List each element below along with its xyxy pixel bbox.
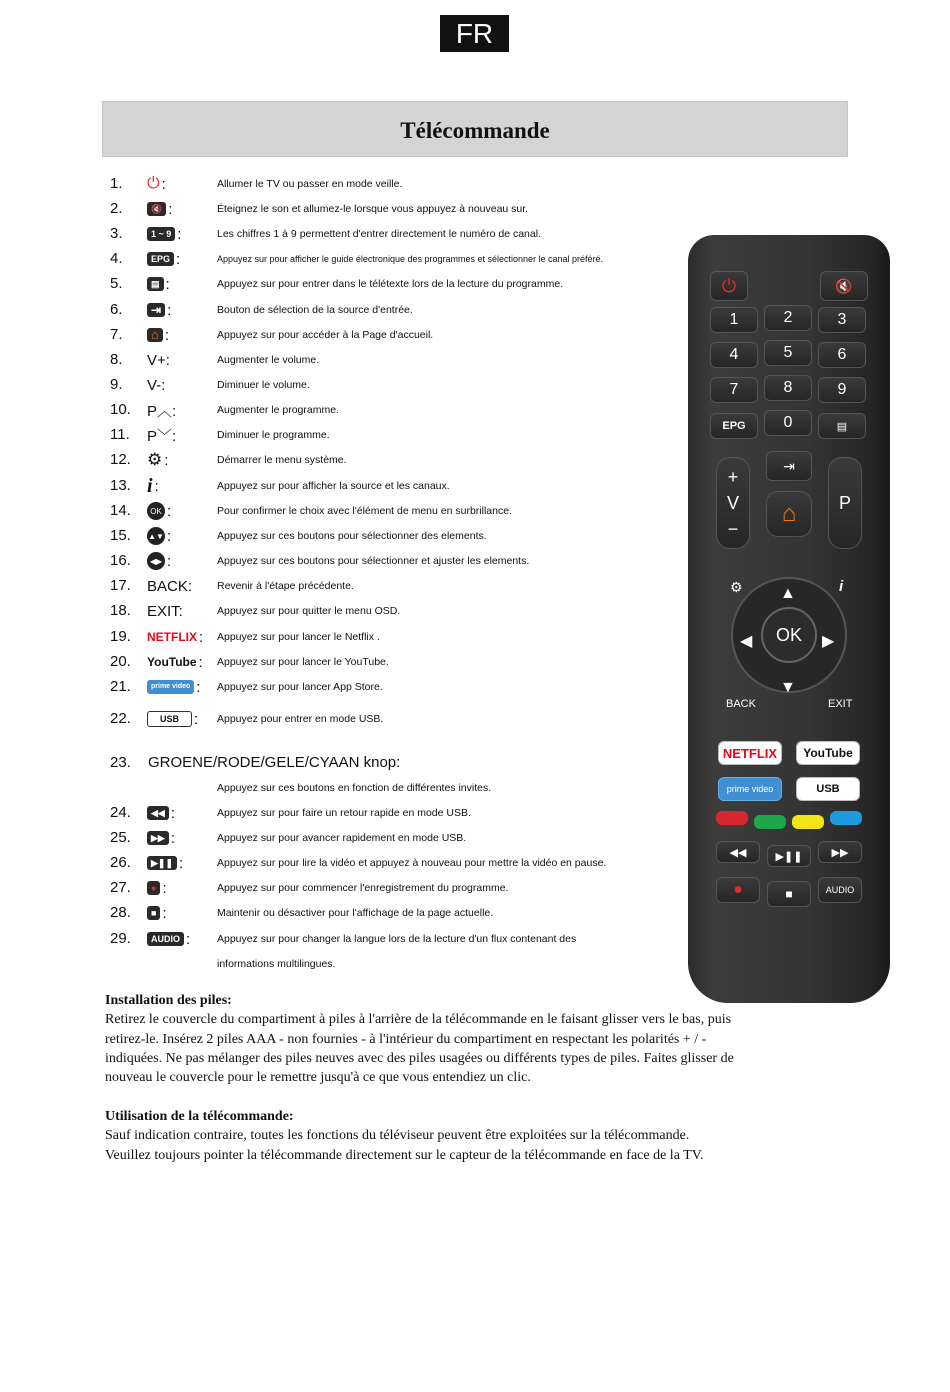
- item-number: 7.: [110, 326, 123, 343]
- item-icon: ⌂ :: [147, 324, 169, 346]
- source-icon: ⇥: [147, 303, 165, 317]
- battery-line: indiquées. Ne pas mélanger des piles neuves avec des piles usagées ou différents types de piles. Faites glisser de: [105, 1050, 734, 1066]
- teletext-button[interactable]: ▤: [818, 413, 866, 439]
- item-icon-label: ◀◀: [147, 806, 169, 820]
- item-description: Démarrer le menu système.: [217, 454, 347, 466]
- item-description: Pour confirmer le choix avec l'élément de menu en surbrillance.: [217, 505, 512, 517]
- home-button[interactable]: ⌂: [766, 491, 812, 537]
- item-description: Appuyez sur pour accéder à la Page d'accueil.: [217, 329, 434, 341]
- list-item: [110, 626, 670, 648]
- item-icon: NETFLIX :: [147, 628, 204, 646]
- language-badge: FR: [440, 15, 509, 52]
- item-icon: ◀◀ :: [147, 802, 175, 824]
- red-button[interactable]: [716, 811, 748, 825]
- volume-rocker[interactable]: [716, 457, 750, 549]
- item-description: Appuyez sur pour lancer le YouTube.: [217, 656, 389, 668]
- item-number: 11.: [110, 426, 130, 443]
- item-icon: YouTube :: [147, 653, 203, 671]
- mute-icon: 🔇: [147, 202, 166, 216]
- battery-heading: Installation des piles:: [105, 993, 232, 1008]
- item-icon: AUDIO :: [147, 928, 190, 950]
- list-item: [110, 500, 670, 522]
- program-rocker[interactable]: P: [828, 457, 862, 549]
- audio-button[interactable]: AUDIO: [818, 877, 862, 903]
- right-arrow-icon[interactable]: ▶: [822, 633, 835, 650]
- item-icon: [147, 374, 165, 396]
- item-number: 26.: [110, 854, 131, 871]
- digit-0[interactable]: 0: [764, 410, 812, 436]
- item-number: 2.: [110, 200, 123, 217]
- list-item: [110, 374, 670, 396]
- item-icon-label: NETFLIX: [147, 630, 197, 644]
- item-description: Appuyez sur pour entrer dans le télétexte lors de la lecture du programme.: [217, 278, 564, 290]
- item-number: 16.: [110, 552, 131, 569]
- item-icon-label: ●: [147, 881, 160, 895]
- battery-section: [105, 991, 765, 1087]
- epg-button[interactable]: EPG: [710, 413, 758, 439]
- volume-label: V: [726, 493, 739, 513]
- title-bar: [102, 101, 848, 157]
- item-number: 22.: [110, 710, 131, 727]
- digit-7[interactable]: 7: [710, 377, 758, 403]
- list-item: [110, 173, 670, 195]
- item-23-title: GROENE/RODE/GELE/CYAAN knop:: [148, 754, 401, 771]
- list-item: [110, 708, 670, 730]
- item-icon-label: ▶❚❚: [147, 856, 177, 870]
- up-down-icon: ▲▼: [147, 527, 165, 545]
- item-icon: OK :: [147, 500, 171, 522]
- digit-6[interactable]: 6: [818, 342, 866, 368]
- item-description: Appuyez sur pour avancer rapidement en mode USB.: [217, 832, 467, 844]
- item-description: Appuyez sur ces boutons pour sélectionner des elements.: [217, 530, 487, 542]
- down-arrow-icon[interactable]: ▼: [780, 679, 796, 696]
- fast-forward-button[interactable]: ▶▶: [818, 841, 862, 863]
- item-description: Appuyez sur pour afficher la source et les canaux.: [217, 480, 450, 492]
- usage-section: [105, 1107, 765, 1165]
- battery-line: nouveau le couvercle pour le remettre jusqu'à ce que vous entendiez un clic.: [105, 1070, 531, 1086]
- list-item: [110, 600, 670, 622]
- item-icon: [147, 349, 170, 371]
- item-description: Appuyez sur pour changer la langue lors de la lecture d'un flux contenant des: [217, 933, 577, 945]
- remote-illustration: [688, 235, 890, 1003]
- item-23-desc: Appuyez sur ces boutons en fonction de différentes invites.: [217, 782, 492, 794]
- item-icon-label: ▶▶: [147, 831, 169, 845]
- digit-8[interactable]: 8: [764, 375, 812, 401]
- item-icon: ● :: [147, 877, 167, 899]
- item-icon: ■ :: [147, 902, 167, 924]
- battery-line: retirez-le. Insérez 2 piles AAA - non fournies - à l'intérieur du compartiment en respectant les polarités + / -: [105, 1031, 707, 1047]
- item-icon-label: i: [147, 474, 153, 497]
- left-right-icon: ◀▶: [147, 552, 165, 570]
- item-icon: [147, 575, 192, 597]
- item-icon: [147, 424, 176, 446]
- item-number: 20.: [110, 653, 131, 670]
- item-number: 27.: [110, 879, 131, 896]
- item-number: 14.: [110, 502, 131, 519]
- list-item: [110, 475, 670, 497]
- list-item: [110, 299, 670, 321]
- item-description: Augmenter le volume.: [217, 354, 320, 366]
- list-item: [110, 877, 670, 899]
- source-button[interactable]: ⇥: [766, 451, 812, 481]
- item-icon: [147, 399, 176, 421]
- digit-5[interactable]: 5: [764, 340, 812, 366]
- list-item: [110, 349, 670, 371]
- item-number: 19.: [110, 628, 131, 645]
- digit-1[interactable]: 1: [710, 307, 758, 333]
- item-number: 9.: [110, 376, 123, 393]
- usage-heading: Utilisation de la télécommande:: [105, 1109, 294, 1124]
- item-icon: ▤ :: [147, 273, 170, 295]
- item-icon: 1 ~ 9 :: [147, 223, 181, 245]
- plus-icon: +: [727, 467, 739, 487]
- back-button[interactable]: BACK: [726, 698, 756, 710]
- item-icon-label: V-:: [147, 376, 166, 394]
- left-arrow-icon[interactable]: ◀: [740, 633, 753, 650]
- list-item: [110, 223, 670, 245]
- list-item: [110, 827, 670, 849]
- item-number: 28.: [110, 904, 131, 921]
- mute-button[interactable]: 🔇: [820, 271, 868, 301]
- item-description: Bouton de sélection de la source d'entrée.: [217, 304, 413, 316]
- list-item: [110, 399, 670, 421]
- item-number: 5.: [110, 275, 123, 292]
- play-pause-button[interactable]: ▶❚❚: [767, 845, 811, 867]
- item-icon: ⇥ :: [147, 299, 171, 321]
- item-icon-label: EPG: [147, 252, 174, 266]
- item-description: Appuyez sur pour commencer l'enregistrement du programme.: [217, 882, 509, 894]
- item-number: 21.: [110, 678, 131, 695]
- item-icon-label: BACK:: [147, 577, 193, 595]
- power-icon: ⏻: [147, 175, 160, 192]
- list-item: [110, 525, 670, 547]
- list-item: [110, 902, 670, 924]
- item-icon-label: AUDIO: [147, 932, 184, 946]
- list-item: [110, 424, 670, 446]
- list-item: [110, 324, 670, 346]
- youtube-button[interactable]: YouTube: [796, 741, 860, 765]
- item-description: Appuyez sur pour afficher le guide électronique des programmes et sélectionner le canal préféré.: [217, 254, 604, 264]
- item-description: Appuyez sur pour faire un retour rapide en mode USB.: [217, 807, 471, 819]
- list-item: [110, 273, 670, 295]
- item-description: Diminuer le programme.: [217, 429, 330, 441]
- item-description: Les chiffres 1 à 9 permettent d'entrer directement le numéro de canal.: [217, 228, 541, 240]
- item-description: Appuyez pour entrer en mode USB.: [217, 713, 384, 725]
- item-icon: prime video :: [147, 676, 200, 698]
- item-description: Revenir à l'étape précédente.: [217, 580, 354, 592]
- item-number: 18.: [110, 602, 131, 619]
- exit-button[interactable]: EXIT: [828, 698, 853, 710]
- item-description: Augmenter le programme.: [217, 404, 339, 416]
- power-button[interactable]: ⏻: [710, 271, 748, 301]
- item-number: 1.: [110, 175, 123, 192]
- item-description: Appuyez sur pour quitter le menu OSD.: [217, 605, 401, 617]
- item-icon-label: EXIT:: [147, 602, 183, 620]
- item-icon: EPG :: [147, 248, 180, 270]
- home-icon: ⌂: [147, 328, 163, 342]
- item-number: 17.: [110, 577, 131, 594]
- item-number: 4.: [110, 250, 123, 267]
- item-number: 29.: [110, 930, 131, 947]
- list-item: [110, 248, 670, 270]
- item-number: 6.: [110, 301, 123, 318]
- usage-line: Sauf indication contraire, toutes les fonctions du téléviseur peuvent être exploitées sur la télécommande.: [105, 1128, 690, 1144]
- item-number: 12.: [110, 451, 131, 468]
- usage-line: Veuillez toujours pointer la télécommande directement sur le capteur de la télécommande en face de la TV.: [105, 1147, 704, 1163]
- digit-2[interactable]: 2: [764, 305, 812, 331]
- settings-gear-icon[interactable]: ⚙: [730, 579, 743, 595]
- item-icon-label: 1 ~ 9: [147, 227, 175, 241]
- item-icon-label: USB: [147, 711, 192, 727]
- netflix-button[interactable]: NETFLIX: [718, 741, 782, 765]
- list-item: [110, 550, 670, 572]
- item-description: Diminuer le volume.: [217, 379, 310, 391]
- stop-button[interactable]: ■: [767, 881, 811, 907]
- item-23: 23. GROENE/RODE/GELE/CYAAN knop:: [110, 752, 131, 774]
- item-description: Éteignez le son et allumez-le lorsque vous appuyez à nouveau sur.: [217, 203, 529, 215]
- teletext-icon: ▤: [147, 277, 164, 291]
- item-icon-label: prime video: [147, 680, 194, 694]
- up-arrow-icon[interactable]: ▲: [780, 585, 796, 602]
- item-description: Appuyez sur pour lancer le Netflix .: [217, 631, 380, 643]
- list-item: [110, 198, 670, 220]
- item-icon: i :: [147, 474, 159, 497]
- item-description: Appuyez sur pour lire la vidéo et appuyez à nouveau pour mettre la vidéo en pause.: [217, 857, 607, 869]
- item-number: 10.: [110, 401, 131, 418]
- item-icon: ▶❚❚ :: [147, 852, 183, 874]
- list-item: [110, 676, 670, 698]
- digit-3[interactable]: 3: [818, 307, 866, 333]
- list-item: [110, 651, 670, 673]
- item-number: 13.: [110, 477, 131, 494]
- digit-9[interactable]: 9: [818, 377, 866, 403]
- item-description: Maintenir ou désactiver pour l'affichage de la page actuelle.: [217, 907, 494, 919]
- item-icon: USB :: [147, 708, 198, 730]
- list-item: [110, 449, 670, 471]
- rewind-button[interactable]: ◀◀: [716, 841, 760, 863]
- item-icon: ◀▶ :: [147, 550, 171, 572]
- item-number: 3.: [110, 225, 123, 242]
- item-icon: [147, 600, 183, 622]
- item-icon-label: ■: [147, 906, 160, 920]
- green-button[interactable]: [754, 815, 786, 829]
- item-icon-label: P︿:: [147, 402, 177, 420]
- item-description: Appuyez sur ces boutons pour sélectionner et ajuster les elements.: [217, 555, 530, 567]
- battery-line: Retirez le couvercle du compartiment à piles à l'arrière de la télécommande en le faisant glisser vers le bas, puis: [105, 1012, 732, 1028]
- item-number: 15.: [110, 527, 131, 544]
- item-29-desc-cont: informations multilingues.: [217, 958, 336, 970]
- item-icon: ⏻ :: [147, 175, 166, 193]
- item-icon-label: OK: [147, 502, 165, 520]
- list-item: [110, 575, 670, 597]
- cyan-button[interactable]: [830, 811, 862, 825]
- item-icon: ▶▶ :: [147, 827, 175, 849]
- list-item: [110, 928, 670, 950]
- item-description: Appuyez sur pour lancer App Store.: [217, 681, 383, 693]
- item-icon-label: V+:: [147, 351, 170, 369]
- gear-icon: ⚙: [147, 450, 163, 469]
- prime-video-button[interactable]: prime video: [718, 777, 782, 801]
- item-number: 24.: [110, 804, 131, 821]
- page-title: Télécommande: [400, 118, 550, 143]
- item-icon: ⚙ :: [147, 450, 169, 469]
- yellow-button[interactable]: [792, 815, 824, 829]
- item-icon: 🔇 :: [147, 198, 172, 220]
- item-icon: ▲▼ :: [148, 527, 172, 545]
- list-item: [110, 852, 670, 874]
- ok-button[interactable]: OK: [761, 607, 817, 663]
- info-button[interactable]: i: [839, 578, 844, 595]
- usb-button[interactable]: USB: [796, 777, 860, 801]
- item-description: Allumer le TV ou passer en mode veille.: [217, 178, 403, 190]
- item-number: 8.: [110, 351, 123, 368]
- item-icon-label: P﹀:: [147, 427, 177, 445]
- minus-icon: −: [727, 519, 739, 539]
- record-button[interactable]: ●: [716, 877, 760, 903]
- list-item: [110, 802, 670, 824]
- item-icon-label: YouTube: [147, 655, 197, 669]
- digit-4[interactable]: 4: [710, 342, 758, 368]
- item-number: 25.: [110, 829, 131, 846]
